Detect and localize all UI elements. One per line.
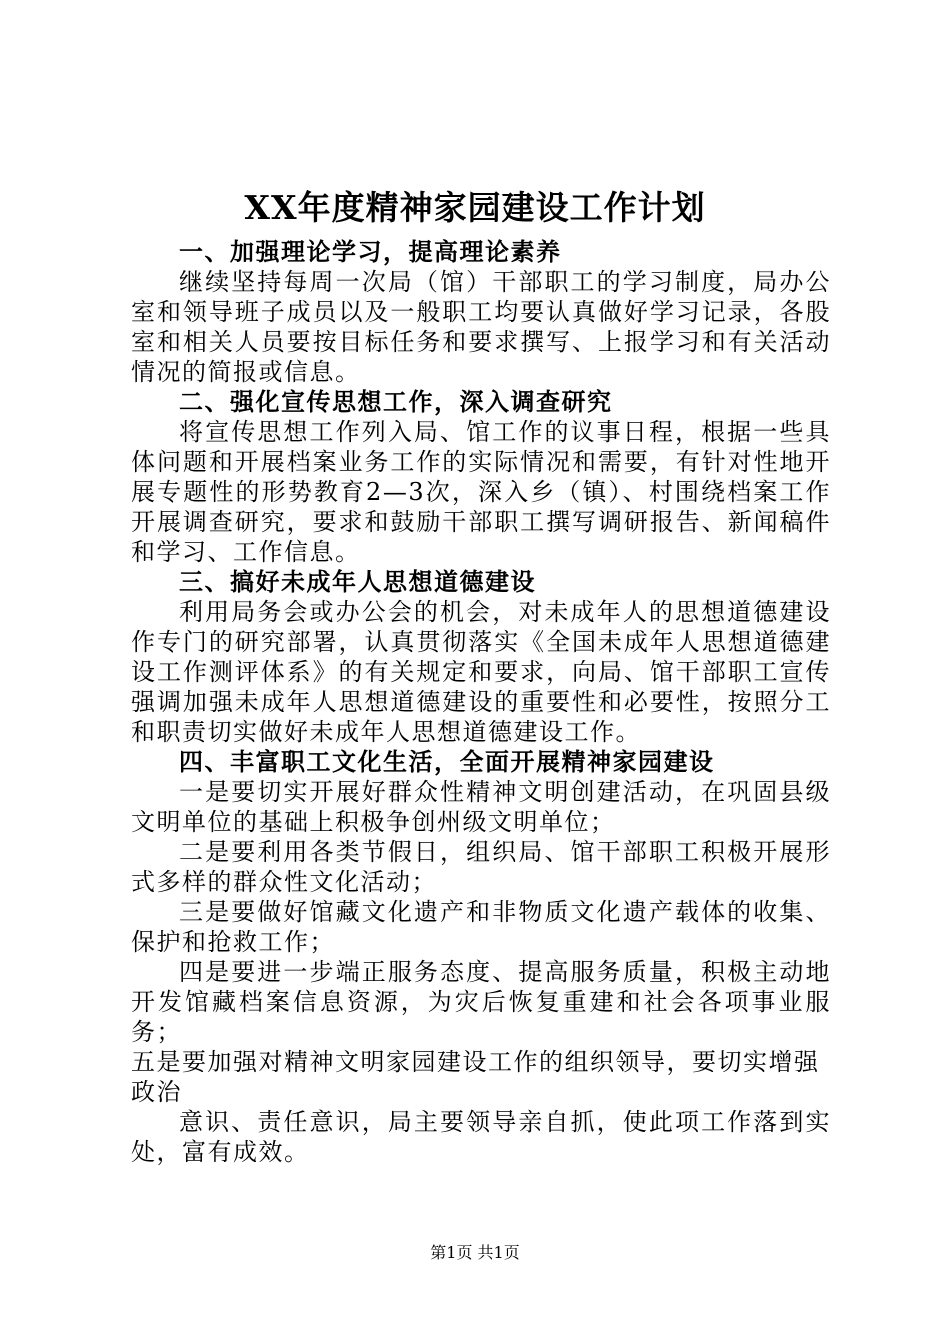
document-body <box>131 237 831 1167</box>
section-heading-3: 三、搞好未成年人思想道德建设 <box>179 567 536 596</box>
section-paragraph: 二是要利用各类节假日，组织局、馆干部职工积极开展形式多样的群众性文化活动； <box>131 838 831 896</box>
section-paragraph: 继续坚持每周一次局（馆）干部职工的学习制度，局办公室和领导班子成员以及一般职工均要认真做好学习记录，各股室和相关人员要按目标任务和要求撰写、上报学习和有关活动情况的简报或信息。 <box>131 268 831 386</box>
page-footer: 第1页 共1页 <box>430 1243 520 1262</box>
section-heading-4: 四、丰富职工文化生活，全面开展精神家园建设 <box>179 747 715 776</box>
section-paragraph: 一是要切实开展好群众性精神文明创建活动，在巩固县级文明单位的基础上积极争创州级文明单位； <box>131 778 831 836</box>
section-paragraph: 四是要进一步端正服务态度、提高服务质量，积极主动地开发馆藏档案信息资源，为灾后恢复重建和社会各项事业服务； <box>131 958 831 1046</box>
section-paragraph: 三是要做好馆藏文化遗产和非物质文化遗产载体的收集、保护和抢救工作； <box>131 898 831 956</box>
section-heading-2: 二、强化宣传思想工作，深入调查研究 <box>179 387 613 416</box>
section-paragraph: 利用局务会或办公会的机会，对未成年人的思想道德建设作专门的研究部署，认真贯彻落实《全国未成年人思想道德建设工作测评体系》的有关规定和要求，向局、馆干部职工宣传强调加强未成年人思想道德建设的重要性和必要性，按照分工和职责切实做好未成年人思想道德建设工作。 <box>131 598 831 746</box>
document-title: XX年度精神家园建设工作计划 <box>244 188 706 227</box>
section-heading-1: 一、加强理论学习，提高理论素养 <box>179 237 562 266</box>
section-paragraph: 五是要加强对精神文明家园建设工作的组织领导，要切实增强政治 <box>131 1048 820 1106</box>
section-paragraph: 意识、责任意识，局主要领导亲自抓，使此项工作落到实处，富有成效。 <box>131 1108 831 1166</box>
section-paragraph: 将宣传思想工作列入局、馆工作的议事日程，根据一些具体问题和开展档案业务工作的实际情况和需要，有针对性地开展专题性的形势教育2—3次，深入乡（镇）、村围绕档案工作开展调查研究，要求和鼓励干部职工撰写调研报告、新闻稿件和学习、工作信息。 <box>131 418 831 566</box>
